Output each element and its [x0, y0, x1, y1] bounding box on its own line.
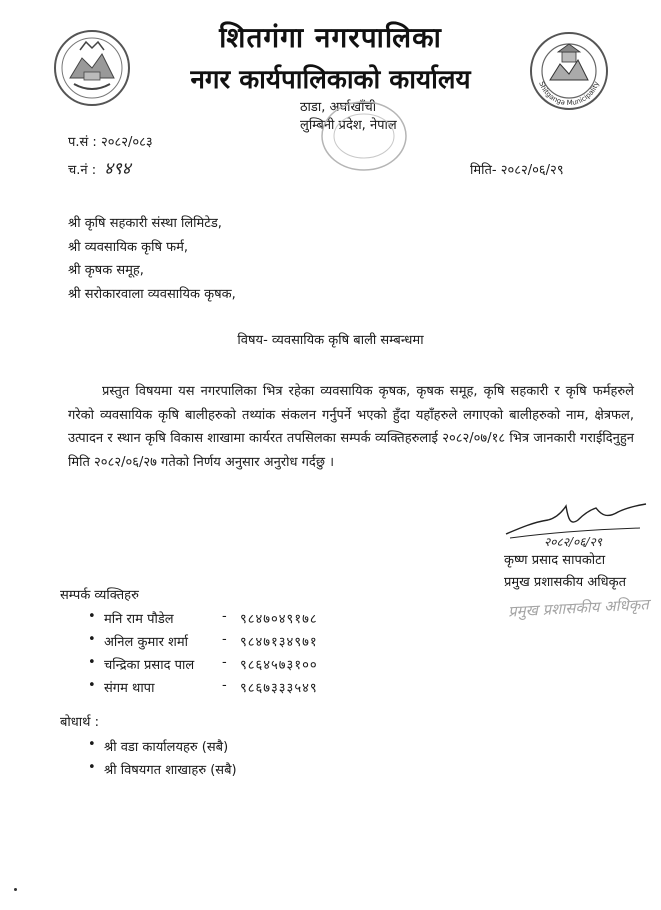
address-line-1: ठाडा, अर्घाखाँची [300, 100, 377, 115]
list-item [88, 678, 318, 696]
signature-date: २०८२/०६/२९ [544, 535, 603, 549]
right-logo-text: Shitganga Municipality [537, 80, 601, 108]
contact-phone: ९८६४५७३१०० [240, 658, 318, 673]
list-item [88, 760, 237, 778]
contact-name: अनिल कुमार शर्मा [104, 635, 189, 650]
page-subtitle: नगर कार्यपालिकाको कार्यालय [190, 65, 471, 95]
contact-phone: ९८६७३३३५४९ [240, 681, 318, 696]
letter-body: प्रस्तुत विषयमा यस नगरपालिका भित्र रहेका व्यवसायिक कृषक, कृषक समूह, कृषि सहकारी र कृषि फर्महरुले गरेको व्यवसायिक कृषि बालीहरुको तथ्यांक संकलन गर्नुपर्ने भएको हुँदा यहाँहरुले लगाएको बालीहरुको नाम, क्षेत्रफल, उत्पादन र स्थान कृषि विकास शाखामा कार्यरत तपसिलका सम्पर्क व्यक्तिहरुलाई २०८२/०७/१८ भित्र जानकारी गराईदिनुहुन मिति २०८२/०६/२७ गतेको निर्णय अनुसार अनुरोध गर्दछु । [68, 384, 634, 470]
list-item [88, 609, 318, 627]
addressee-line: श्री व्यवसायिक कृषि फर्म, [68, 240, 189, 255]
designation-stamp: प्रमुख प्रशासकीय अधिकृत [507, 595, 650, 621]
cc-item: श्री वडा कार्यालयहरु (सबै) [104, 740, 229, 755]
list-item [88, 655, 318, 673]
bullet-icon: • [88, 632, 96, 647]
bullet-icon: • [88, 737, 96, 752]
contact-phone: ९८४७०४९१७८ [240, 612, 318, 627]
contact-name: मनि राम पौडेल [104, 612, 174, 627]
signatory-name: कृष्ण प्रसाद सापकोटा [504, 553, 606, 568]
contact-name: चन्द्रिका प्रसाद पाल [104, 658, 195, 673]
addressee-line: श्री कृषि सहकारी संस्था लिमिटेड, [68, 216, 222, 231]
office-stamp-icon [318, 98, 410, 174]
dispatch-ref [68, 156, 131, 179]
scan-mark [14, 888, 17, 891]
subject-line: विषय- व्यवसायिक कृषि बाली सम्बन्धमा [237, 333, 424, 348]
cc-heading: बोधार्थ : [60, 715, 99, 730]
letter-date: मिति- २०८२/०६/२९ [470, 163, 564, 178]
contact-separator: - [222, 678, 227, 693]
contact-separator: - [222, 655, 227, 670]
signature-icon [500, 498, 650, 550]
bullet-icon: • [88, 655, 96, 670]
signatory-title: प्रमुख प्रशासकीय अधिकृत [504, 575, 627, 590]
fiscal-year-ref: प.सं : २०८२/०८३ [68, 135, 153, 150]
address-line-2: लुम्बिनी प्रदेश, नेपाल [300, 118, 397, 133]
cc-item: श्री विषयगत शाखाहरु (सबै) [104, 763, 237, 778]
contact-phone: ९८४७१३४९७१ [240, 635, 318, 650]
addressee-line: श्री कृषक समूह, [68, 263, 144, 278]
contact-name: संगम थापा [104, 681, 155, 696]
bullet-icon: • [88, 609, 96, 624]
dispatch-number: ४९४ [104, 159, 131, 179]
list-item [88, 737, 228, 755]
page-title: शितगंगा नगरपालिका [219, 21, 442, 54]
bullet-icon: • [88, 760, 96, 775]
contact-separator: - [222, 609, 227, 624]
addressee-line: श्री सरोकारवाला व्यवसायिक कृषक, [68, 287, 236, 302]
list-item [88, 632, 318, 650]
bullet-icon: • [88, 678, 96, 693]
contacts-heading: सम्पर्क व्यक्तिहरु [60, 588, 139, 603]
contact-separator: - [222, 632, 227, 647]
dispatch-label: च.नं : [68, 163, 97, 178]
